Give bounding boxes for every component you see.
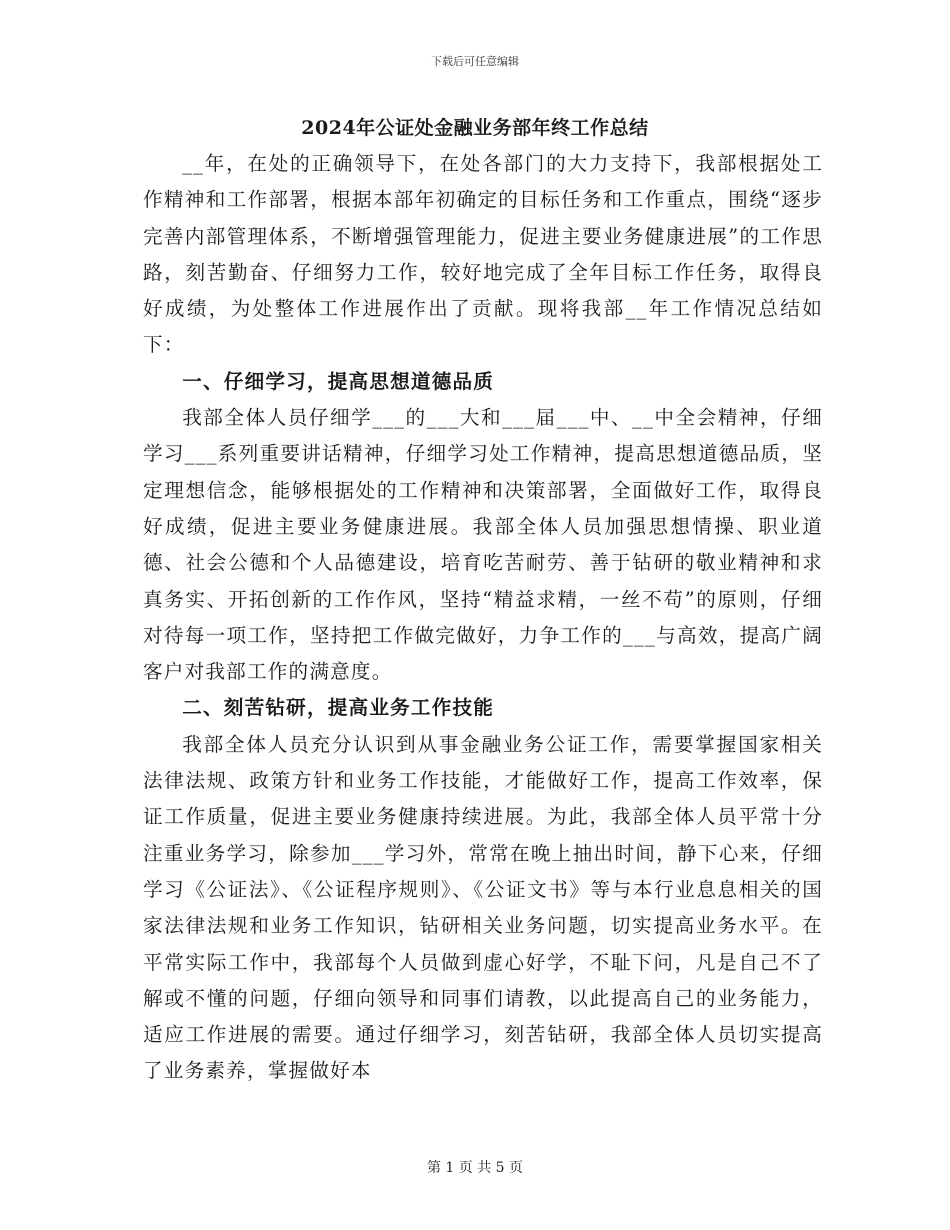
intro-paragraph: __年，在处的正确领导下，在处各部门的大力支持下，我部根据处工作精神和工作部署，根据本部年初确定的目标任务和工作重点，围绕“逐步完善内部管理体系，不断增强管理能力，促进主要业务健康进展”的工作思路，刻苦勤奋、仔细努力工作，较好地完成了全年目标工作任务，取得良好成绩，为处整体工作进展作出了贡献。现将我部__年工作情况总结如下： bbox=[143, 152, 823, 357]
section-heading-1: 一、仔细学习，提高思想道德品质 bbox=[182, 369, 495, 393]
header-note: 下载后可任意编辑 bbox=[431, 55, 519, 68]
document-body bbox=[143, 146, 823, 1090]
page-number: 第 1 页 共 5 页 bbox=[426, 1160, 524, 1176]
section-heading-2: 二、刻苦钻研，提高业务工作技能 bbox=[182, 696, 495, 720]
section-1-paragraph: 我部全体人员仔细学___的___大和___届___中、__中全会精神，仔细学习___系列重要讲话精神，仔细学习处工作精神，提高思想道德品质，坚定理想信念，能够根据处的工作精神和决策部署，全面做好工作，取得良好成绩，促进主要业务健康进展。我部全体人员加强思想情操、职业道德、社会公德和个人品德建设，培育吃苦耐劳、善于钻研的敬业精神和求真务实、开拓创新的工作作风，坚持“精益求精，一丝不苟”的原则，仔细对待每一项工作，坚持把工作做完做好，力争工作的___与高效，提高广阔客户对我部工作的满意度。 bbox=[143, 406, 823, 684]
document-title: 2024年公证处金融业务部年终工作总结 bbox=[301, 117, 649, 139]
section-2-paragraph: 我部全体人员充分认识到从事金融业务公证工作，需要掌握国家相关法律法规、政策方针和业务工作技能，才能做好工作，提高工作效率，保证工作质量，促进主要业务健康持续进展。为此，我部全体人员平常十分注重业务学习，除参加___学习外，常常在晚上抽出时间，静下心来，仔细学习《公证法》、《公证程序规则》、《公证文书》等与本行业息息相关的国家法律法规和业务工作知识，钻研相关业务问题，切实提高业务水平。在平常实际工作中，我部每个人员做到虚心好学，不耻下问，凡是自己不了解或不懂的问题，仔细向领导和同事们请教，以此提高自己的业务能力，适应工作进展的需要。通过仔细学习，刻苦钻研，我部全体人员切实提高了业务素养，掌握做好本 bbox=[143, 732, 823, 1083]
